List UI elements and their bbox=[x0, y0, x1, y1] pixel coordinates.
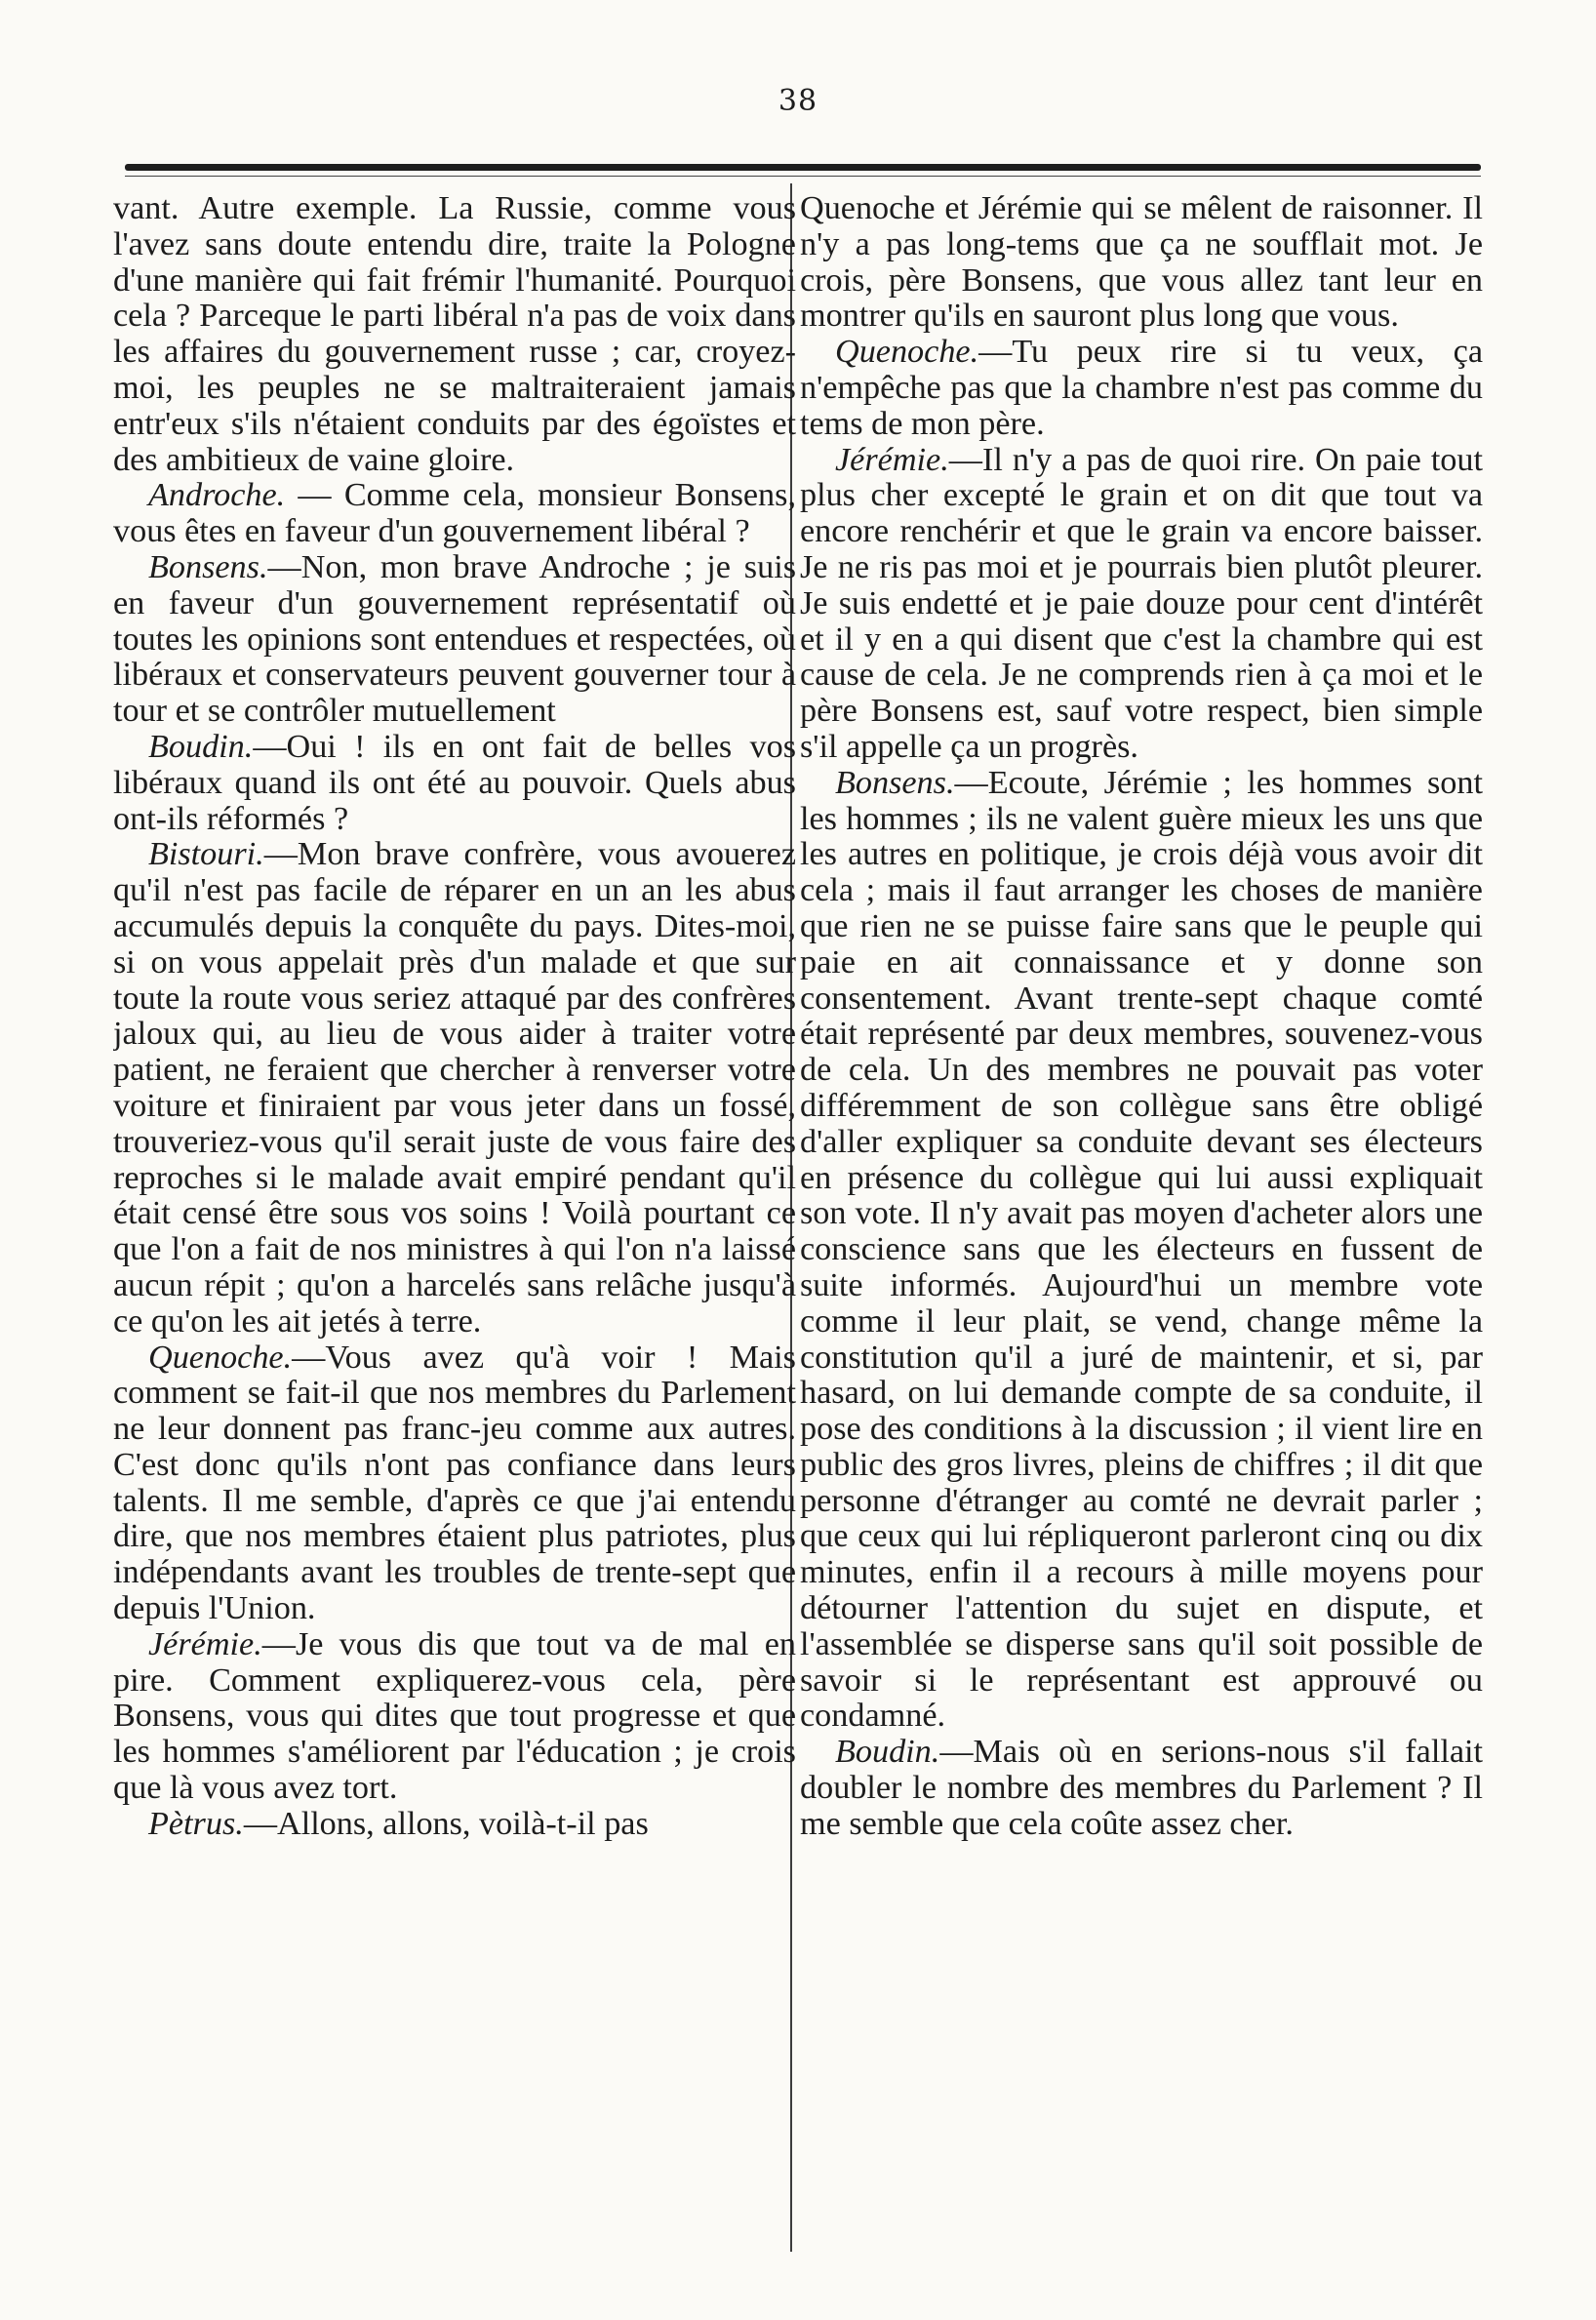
speaker-name: Quenoche. bbox=[835, 334, 979, 371]
dialogue-text: —Ecoute, Jérémie ; les hommes sont les hommes ; ils ne valent guère mieux les uns que les autres en politique, je crois déjà vous avoir dit cela ; mais il faut arranger les choses de manière que rien ne se puisse faire sans que le peuple qui paie en ait connaissance et y donne son consentement. Avant trente-sept chaque comté était représenté par deux membres, souvenez-vous de cela. Un des membres ne pouvait pas voter différemment de son collègue sans être obligé d'aller expliquer sa conduite devant ses électeurs en présence du collègue qui lui aussi expliquait son vote. Il n'y avait pas moyen d'acheter alors une conscience sans que les électeurs en fussent de suite informés. Aujourd'hui un membre vote comme il leur plait, se vend, change même la constitution qu'il a juré de maintenir, et si, par hasard, on lui demande compte de sa conduite, il pose des conditions à la discussion ; il vient lire en public des gros livres, pleins de chiffres ; il dit que personne d'étranger au comté ne devrait parler ; que ceux qui lui répliqueront parleront cinq ou dix minutes, enfin il a recours à mille moyens pour détourner l'attention du sujet en dispute, et l'assemblée se disperse sans qu'il soit possible de savoir si le représentant est approuvé ou condamné. bbox=[800, 764, 1483, 1735]
dialogue-text: —Mais où en serions-nous s'il fallait doubler le nombre des membres du Parlement ? Il me semble que cela coûte assez cher. bbox=[800, 1734, 1483, 1842]
dialogue-text: —Tu peux rire si tu veux, ça n'empêche pas que la chambre n'est pas comme du tems de mon père. bbox=[800, 334, 1483, 442]
dialogue-paragraph bbox=[113, 1627, 796, 1807]
dialogue-text: —Allons, allons, voilà-t-il pas bbox=[243, 1805, 649, 1842]
page-number: 38 bbox=[778, 84, 818, 118]
speaker-name: Bonsens. bbox=[835, 764, 955, 801]
speaker-name: Quenoche. bbox=[148, 1339, 293, 1376]
speaker-name: Androche. bbox=[148, 477, 286, 514]
speaker-name: Jérémie. bbox=[148, 1625, 262, 1662]
dialogue-paragraph bbox=[113, 550, 796, 730]
dialogue-text: Quenoche et Jérémie qui se mêlent de raisonner. Il n'y a pas long-tems que ça ne soufflait mot. Je crois, père Bonsens, que vous allez tant leur en montrer qu'ils en sauront plus long que vous. bbox=[800, 191, 1483, 335]
dialogue-text: vant. Autre exemple. La Russie, comme vous l'avez sans doute entendu dire, traite la Pologne d'une manière qui fait frémir l'humanité. Pourquoi cela ? Parceque le parti libéral n'a pas de voix dans les affaires du gouvernement russe ; car, croyez-moi, les peuples ne se maltraiteraient jamais entr'eux s'ils n'étaient conduits par des égoïstes et des ambitieux de vaine gloire. bbox=[113, 191, 796, 478]
dialogue-paragraph bbox=[113, 1340, 796, 1627]
dialogue-text: —Oui ! ils en ont fait de belles vos libéraux quand ils ont été au pouvoir. Quels abus ont-ils réformés ? bbox=[113, 728, 796, 837]
dialogue-paragraph bbox=[113, 1807, 796, 1843]
speaker-name: Jérémie. bbox=[835, 441, 949, 478]
dialogue-text: —Non, mon brave Androche ; je suis en faveur d'un gouvernement représentatif où toutes les opinions sont entendues et respectées, où libéraux et conservateurs peuvent gouverner tour à tour et se contrôler mutuellement bbox=[113, 548, 796, 730]
dialogue-paragraph bbox=[800, 443, 1483, 766]
speaker-name: Bonsens. bbox=[148, 548, 268, 585]
dialogue-text: —Je vous dis que tout va de mal en pire. Comment expliquerez-vous cela, père Bonsens, vous qui dites que tout progresse et que les hommes s'améliorent par l'éducation ; je crois que là vous avez tort. bbox=[113, 1625, 796, 1807]
dialogue-text: —Il n'y a pas de quoi rire. On paie tout plus cher excepté le grain et on dit que tout va encore renchérir et que le grain va encore baisser. Je ne ris pas moi et je pourrais bien plutôt pleurer. Je suis endetté et je paie douze pour cent d'intérêt et il y en a qui disent que c'est la chambre qui est cause de cela. Je ne comprends rien à ça moi et le père Bonsens est, sauf votre respect, bien simple s'il appelle ça un progrès. bbox=[800, 441, 1483, 765]
paragraph bbox=[113, 191, 796, 478]
right-column bbox=[800, 191, 1483, 2289]
speaker-name: Pètrus. bbox=[148, 1805, 244, 1842]
dialogue-paragraph bbox=[113, 730, 796, 837]
speaker-name: Boudin. bbox=[835, 1734, 940, 1771]
dialogue-paragraph bbox=[800, 335, 1483, 442]
dialogue-paragraph bbox=[113, 837, 796, 1340]
speaker-name: Bistouri. bbox=[148, 836, 264, 873]
dialogue-paragraph bbox=[113, 478, 796, 550]
left-column bbox=[113, 191, 796, 2289]
dialogue-text: —Mon brave confrère, vous avouerez qu'il n'est pas facile de réparer en un an les abus accumulés depuis la conquête du pays. Dites-moi, si on vous appelait près d'un malade et que sur toute la route vous seriez attaqué par des confrères jaloux qui, au lieu de vous aider à traiter votre patient, ne feraient que chercher à renverser votre voiture et finiraient par vous jeter dans un fossé, trouveriez-vous qu'il serait juste de vous faire des reproches si le malade avait empiré pendant qu'il était censé être sous vos soins ! Voilà pourtant ce que l'on a fait de nos ministres à qui l'on n'a laissé aucun répit ; qu'on a harcelés sans relâche jusqu'à ce qu'on les ait jetés à terre. bbox=[113, 836, 796, 1340]
speaker-name: Boudin. bbox=[148, 728, 254, 765]
dialogue-paragraph bbox=[800, 766, 1483, 1736]
dialogue-text: — Comme cela, monsieur Bonsens, vous êtes en faveur d'un gouvernement libéral ? bbox=[113, 477, 796, 550]
header-rule-thin bbox=[125, 176, 1481, 177]
dialogue-paragraph bbox=[800, 1735, 1483, 1842]
paragraph bbox=[800, 191, 1483, 335]
header-rule bbox=[125, 164, 1481, 171]
dialogue-text: —Vous avez qu'à voir ! Mais comment se fait-il que nos membres du Parlement ne leur donnent pas franc-jeu comme aux autres. C'est donc qu'ils n'ont pas confiance dans leurs talents. Il me semble, d'après ce que j'ai entendu dire, que nos membres étaient plus patriotes, plus indépendants avant les troubles de trente-sept que depuis l'Union. bbox=[113, 1339, 796, 1627]
